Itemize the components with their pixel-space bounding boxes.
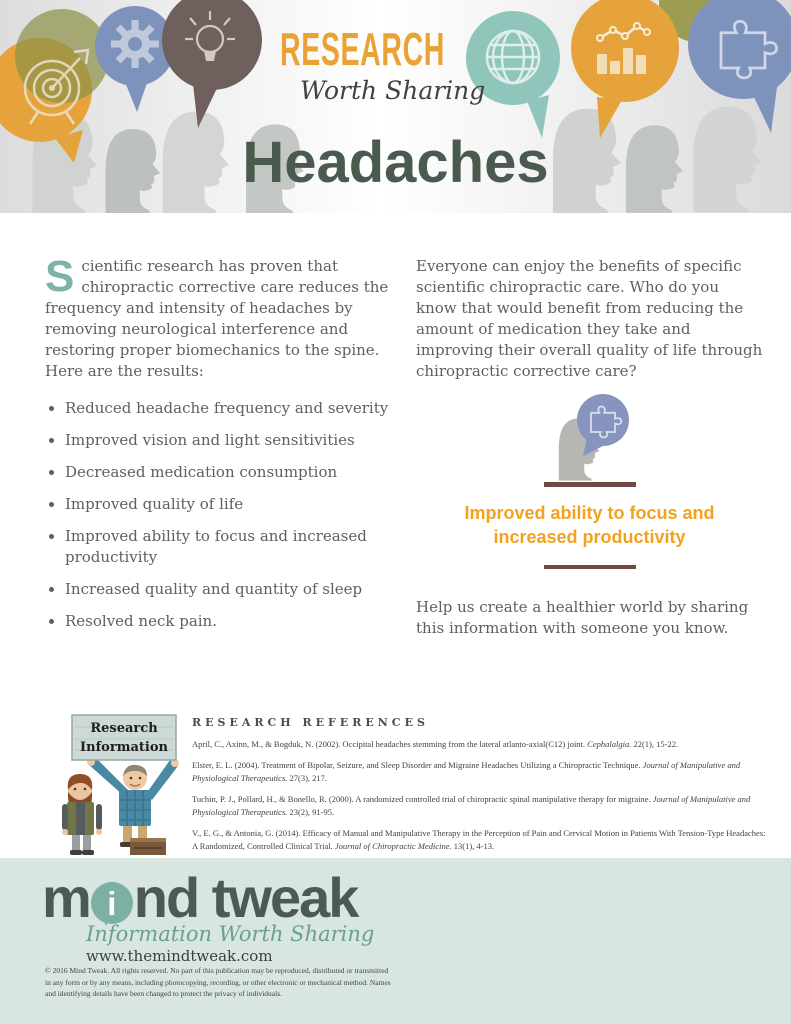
sign-text-line1: Research: [90, 721, 158, 736]
logo-i-bubble-icon: [91, 882, 133, 924]
divider-bar-bottom: [544, 565, 636, 569]
footer-tagline: Information Worth Sharing: [86, 922, 375, 946]
list-item: • Decreased medication consumption: [65, 462, 395, 483]
list-item: • Resolved neck pain.: [65, 611, 395, 632]
reference-entry: V., E. G., & Antonia, G. (2014). Efficacy of Manual and Manipulative Therapy in the Perception of Pain and Cervical Motion in Patients With Tension-Type Headaches: A Randomized, Controlled Clinical Trial. Journal of Chiropractic Medicine. 13(1), 4-13.: [192, 827, 766, 851]
list-item: • Reduced headache frequency and severity: [65, 398, 395, 419]
left-column: [45, 252, 395, 643]
reference-entry: Tuchin, P. J., Pollard, H., & Bonello, R. (2000). A randomized controlled trial of chiropractic spinal manipulative therapy for migraine. Journal of Manipulative and Physiological Therapeutics. 23(2), 91-95.: [192, 793, 751, 817]
list-item: • Improved quality of life: [65, 494, 395, 515]
research-information-sign: [72, 715, 176, 760]
help-paragraph: Help us create a healthier world by sharing this information with someone you know.: [416, 598, 749, 637]
references-section: [192, 716, 767, 855]
kicker-subtitle: Worth Sharing: [300, 76, 486, 105]
thinking-head-figure: [525, 394, 655, 482]
references-heading: RESEARCH REFERENCES: [192, 716, 429, 729]
gear-bubble: [95, 6, 175, 112]
highlight-text: Improved ability to focus and increased productivity: [464, 503, 715, 547]
logo-text-ndtweak: nd tweak: [133, 866, 358, 929]
intro-text: cientific research has proven that chiropractic corrective care reduces the frequency and intensity of headaches by removing neurological interference and restoring proper biomechanics to the spine. Here are the results:: [45, 257, 389, 380]
right-column: [416, 256, 763, 654]
sign-text-line2: Information: [80, 740, 168, 755]
share-paragraph: Everyone can enjoy the benefits of specific scientific chiropractic care. Who do you know that would benefit from reducing the amount of medication they take and improving their overall quality of life through chiropractic corrective care?: [416, 257, 763, 380]
results-list: [45, 398, 395, 632]
gear-icon: [111, 20, 159, 68]
logo-text-m: m: [42, 866, 90, 929]
mind-tweak-logo: [42, 866, 358, 929]
cartoon-characters: [30, 710, 190, 855]
reference-entry: April, C., Axinn, M., & Bogduk, N. (2002). Occipital headaches stemming from the lateral atlanto-axial(C12) joint. Cephalalgia. 22(1), 15-22.: [192, 738, 679, 749]
list-item: • Improved ability to focus and increased productivity: [65, 526, 395, 568]
intro-paragraph: [45, 252, 395, 382]
footer: [0, 858, 791, 1024]
list-item: • Increased quality and quantity of sleep: [65, 579, 395, 600]
header-banner: [0, 0, 791, 213]
globe-bubble: [466, 11, 560, 138]
website-url[interactable]: www.themindtweak.com: [86, 947, 273, 965]
kicker-title: RESEARCH: [280, 23, 446, 75]
drop-cap: S: [45, 252, 75, 301]
logo-text-i: i: [107, 884, 117, 922]
bearded-character: [62, 774, 102, 855]
lightbulb-bubble: [162, 0, 262, 128]
page-title: Headaches: [242, 130, 549, 195]
reference-entry: Elster, E. L. (2004). Treatment of Bipolar, Seizure, and Sleep Disorder and Migraine Headaches Utilizing a Chiropractic Technique. Journal of Manipulative and Physiological Therapeutics. 27(3), 217.: [192, 759, 741, 783]
divider-bar-top: [544, 482, 636, 487]
crate: [130, 838, 166, 855]
copyright-notice: © 2016 Mind Tweak. All rights reserved. No part of this publication may be reproduced, distributed or transmitted in any form or by any means, including photocopying, recording, or other electronic or mechanical method. Names and identifying details have been changed to protect the privacy of individuals.: [45, 966, 391, 999]
list-item: • Improved vision and light sensitivities: [65, 430, 395, 451]
